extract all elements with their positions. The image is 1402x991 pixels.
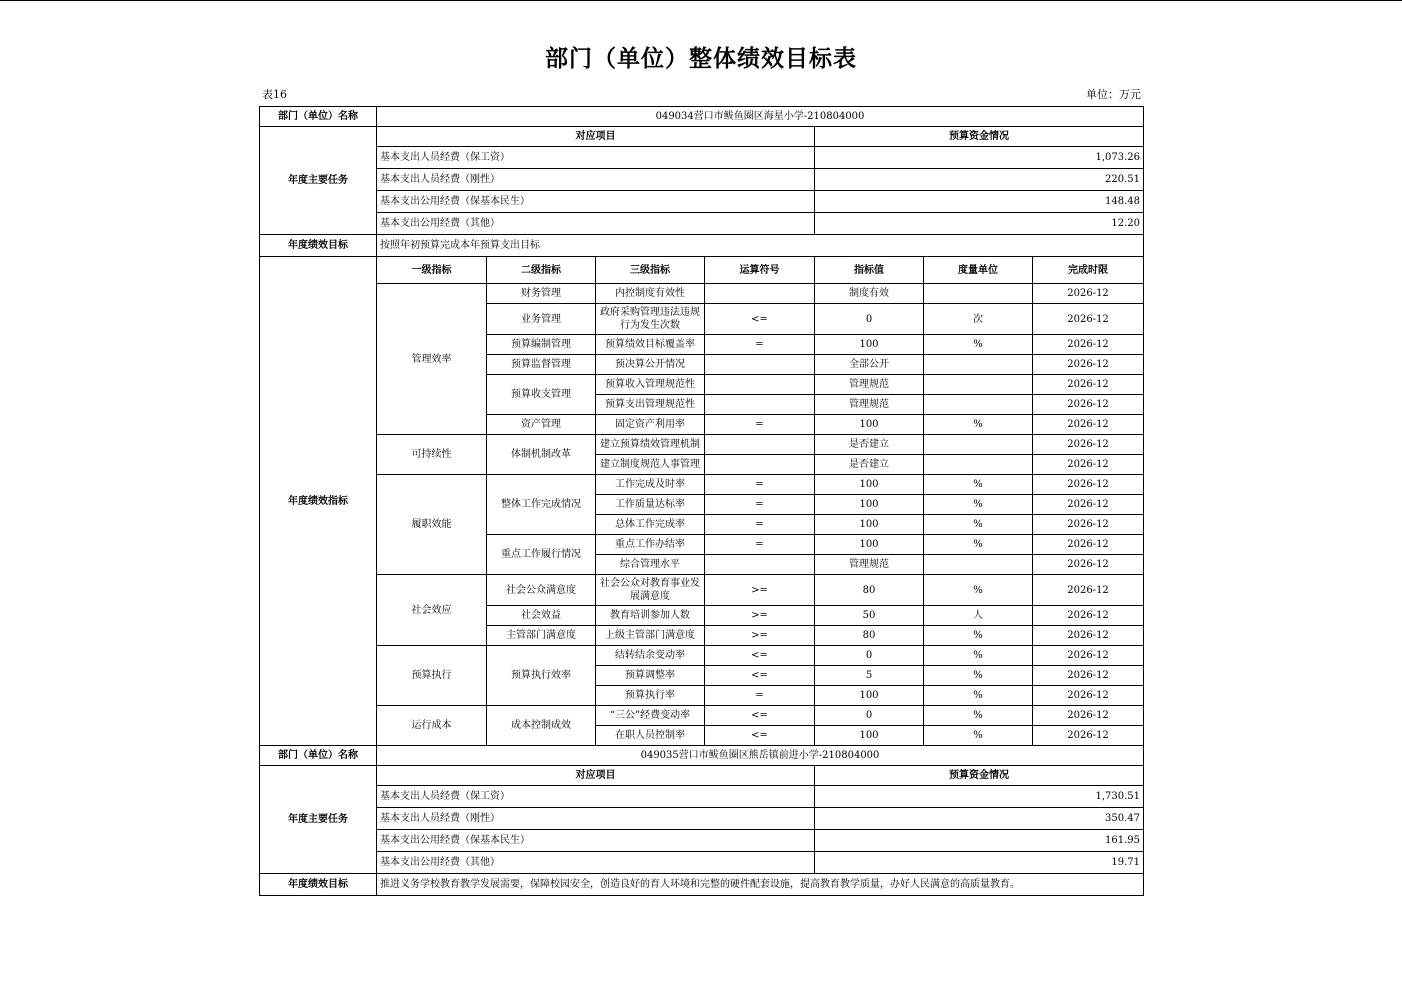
table-row (260, 852, 1144, 874)
main-tasks-label: 年度主要任务 (260, 766, 377, 874)
indicator-value: 0 (815, 304, 924, 335)
deadline: 2026-12 (1033, 626, 1144, 646)
table-row (260, 257, 1144, 284)
table-row (260, 786, 1144, 808)
task-item: 基本支出公用经费（其他） (377, 213, 815, 235)
task-amount: 148.48 (815, 191, 1144, 213)
task-amount: 350.47 (815, 808, 1144, 830)
level3-indicator: 教育培训参加人数 (596, 606, 705, 626)
deadline: 2026-12 (1033, 335, 1144, 355)
task-amount: 19.71 (815, 852, 1144, 874)
indicator-value: 100 (815, 726, 924, 746)
operator: >= (705, 575, 815, 606)
indicator-value: 80 (815, 575, 924, 606)
task-item: 基本支出公用经费（保基本民生） (377, 830, 815, 852)
goal-value: 推进义务学校教育教学发展需要，保障校园安全，创造良好的育人环境和完整的硬件配套设施，提高教育教学质量，办好人民满意的高质量教育。 (377, 874, 1144, 896)
measure-unit: % (924, 626, 1033, 646)
deadline: 2026-12 (1033, 435, 1144, 455)
level3-indicator: 结转结余变动率 (596, 646, 705, 666)
level3-indicator: 社会公众对教育事业发展满意度 (596, 575, 705, 606)
operator: >= (705, 606, 815, 626)
measure-unit (924, 455, 1033, 475)
operator: >= (705, 626, 815, 646)
table-row (260, 706, 1144, 726)
goal-label: 年度绩效目标 (260, 235, 377, 257)
indicator-value: 100 (815, 686, 924, 706)
indicator-value: 100 (815, 415, 924, 435)
level2-indicator: 整体工作完成情况 (487, 475, 596, 535)
operator: = (705, 686, 815, 706)
indicator-value: 0 (815, 706, 924, 726)
measure-unit: % (924, 535, 1033, 555)
dept-name-label: 部门（单位）名称 (260, 746, 377, 766)
task-item: 基本支出公用经费（其他） (377, 852, 815, 874)
indicator-value: 5 (815, 666, 924, 686)
level3-indicator: 在职人员控制率 (596, 726, 705, 746)
level2-indicator: 体制机制改革 (487, 435, 596, 475)
operator: = (705, 335, 815, 355)
task-amount: 161.95 (815, 830, 1144, 852)
deadline: 2026-12 (1033, 726, 1144, 746)
level2-indicator: 重点工作履行情况 (487, 535, 596, 575)
table-row (260, 107, 1144, 127)
deadline: 2026-12 (1033, 304, 1144, 335)
column-header: 三级指标 (596, 257, 705, 284)
deadline: 2026-12 (1033, 606, 1144, 626)
indicator-value: 全部公开 (815, 355, 924, 375)
operator: = (705, 535, 815, 555)
level3-indicator: 预算绩效目标覆盖率 (596, 335, 705, 355)
page-top-border (0, 0, 1402, 1)
level3-indicator: 上级主管部门满意度 (596, 626, 705, 646)
level3-indicator: “三公”经费变动率 (596, 706, 705, 726)
unit-label: 单位：万元 (1086, 88, 1141, 101)
deadline: 2026-12 (1033, 575, 1144, 606)
measure-unit: 次 (924, 304, 1033, 335)
level3-indicator: 建立预算绩效管理机制 (596, 435, 705, 455)
dept-name-value: 049035营口市鲅鱼圈区熊岳镇前进小学-210804000 (377, 746, 1144, 766)
page-title: 部门（单位）整体绩效目标表 (545, 46, 857, 72)
level2-indicator: 资产管理 (487, 415, 596, 435)
measure-unit (924, 555, 1033, 575)
level3-indicator: 预算调整率 (596, 666, 705, 686)
budget-header: 预算资金情况 (815, 127, 1144, 147)
level3-indicator: 总体工作完成率 (596, 515, 705, 535)
deadline: 2026-12 (1033, 706, 1144, 726)
operator (705, 355, 815, 375)
deadline: 2026-12 (1033, 415, 1144, 435)
indicator-value: 100 (815, 475, 924, 495)
level3-indicator: 预算执行率 (596, 686, 705, 706)
measure-unit (924, 435, 1033, 455)
deadline: 2026-12 (1033, 686, 1144, 706)
operator (705, 555, 815, 575)
level3-indicator: 建立制度规范人事管理 (596, 455, 705, 475)
task-item: 基本支出人员经费（刚性） (377, 169, 815, 191)
indicator-value: 管理规范 (815, 375, 924, 395)
operator (705, 455, 815, 475)
task-item: 基本支出公用经费（保基本民生） (377, 191, 815, 213)
task-amount: 1,073.26 (815, 147, 1144, 169)
level3-indicator: 政府采购管理违法违规行为发生次数 (596, 304, 705, 335)
table-row (260, 874, 1144, 896)
project-header: 对应项目 (377, 766, 815, 786)
operator: <= (705, 726, 815, 746)
deadline: 2026-12 (1033, 475, 1144, 495)
main-tasks-label: 年度主要任务 (260, 127, 377, 235)
dept-name-label: 部门（单位）名称 (260, 107, 377, 127)
table-row (260, 284, 1144, 304)
indicator-value: 0 (815, 646, 924, 666)
level3-indicator: 固定资产利用率 (596, 415, 705, 435)
deadline: 2026-12 (1033, 284, 1144, 304)
table-row (260, 435, 1144, 455)
level3-indicator: 重点工作办结率 (596, 535, 705, 555)
table-row (260, 766, 1144, 786)
table-row (260, 808, 1144, 830)
column-header: 指标值 (815, 257, 924, 284)
measure-unit (924, 355, 1033, 375)
dept-name-value: 049034营口市鲅鱼圈区海星小学-210804000 (377, 107, 1144, 127)
deadline: 2026-12 (1033, 646, 1144, 666)
level1-indicator: 可持续性 (377, 435, 487, 475)
indicator-value: 是否建立 (815, 455, 924, 475)
table-row (260, 646, 1144, 666)
level3-indicator: 工作质量达标率 (596, 495, 705, 515)
level3-indicator: 内控制度有效性 (596, 284, 705, 304)
level3-indicator: 工作完成及时率 (596, 475, 705, 495)
task-amount: 220.51 (815, 169, 1144, 191)
table-row (260, 235, 1144, 257)
level2-indicator: 成本控制成效 (487, 706, 596, 746)
measure-unit: % (924, 515, 1033, 535)
table-row (260, 127, 1144, 147)
level1-indicator: 社会效应 (377, 575, 487, 646)
deadline: 2026-12 (1033, 395, 1144, 415)
measure-unit (924, 375, 1033, 395)
level2-indicator: 社会公众满意度 (487, 575, 596, 606)
operator: <= (705, 646, 815, 666)
operator (705, 435, 815, 455)
operator: <= (705, 304, 815, 335)
table-row (260, 169, 1144, 191)
project-header: 对应项目 (377, 127, 815, 147)
task-item: 基本支出人员经费（保工资） (377, 147, 815, 169)
task-item: 基本支出人员经费（保工资） (377, 786, 815, 808)
level2-indicator: 预算编制管理 (487, 335, 596, 355)
deadline: 2026-12 (1033, 535, 1144, 555)
indicator-value: 是否建立 (815, 435, 924, 455)
table-row (260, 191, 1144, 213)
indicator-value: 100 (815, 495, 924, 515)
table-row (260, 575, 1144, 606)
indicator-value: 100 (815, 335, 924, 355)
level2-indicator: 财务管理 (487, 284, 596, 304)
level3-indicator: 预算支出管理规范性 (596, 395, 705, 415)
level3-indicator: 预决算公开情况 (596, 355, 705, 375)
operator: <= (705, 666, 815, 686)
task-item: 基本支出人员经费（刚性） (377, 808, 815, 830)
level2-indicator: 业务管理 (487, 304, 596, 335)
task-amount: 1,730.51 (815, 786, 1144, 808)
level2-indicator: 预算收支管理 (487, 375, 596, 415)
level3-indicator: 综合管理水平 (596, 555, 705, 575)
indicators-label: 年度绩效指标 (260, 257, 377, 746)
level2-indicator: 预算执行效率 (487, 646, 596, 706)
table-row (260, 475, 1144, 495)
measure-unit: % (924, 575, 1033, 606)
column-header: 一级指标 (377, 257, 487, 284)
goal-value: 按照年初预算完成本年预算支出目标 (377, 235, 1144, 257)
indicator-value: 管理规范 (815, 395, 924, 415)
operator: = (705, 475, 815, 495)
indicator-value: 80 (815, 626, 924, 646)
operator (705, 375, 815, 395)
measure-unit (924, 284, 1033, 304)
table-row (260, 147, 1144, 169)
operator: = (705, 495, 815, 515)
deadline: 2026-12 (1033, 375, 1144, 395)
level2-indicator: 主管部门满意度 (487, 626, 596, 646)
level2-indicator: 社会效益 (487, 606, 596, 626)
indicator-value: 100 (815, 535, 924, 555)
deadline: 2026-12 (1033, 666, 1144, 686)
level1-indicator: 管理效率 (377, 284, 487, 435)
level1-indicator: 运行成本 (377, 706, 487, 746)
measure-unit: % (924, 686, 1033, 706)
operator: = (705, 515, 815, 535)
operator: = (705, 415, 815, 435)
level1-indicator: 预算执行 (377, 646, 487, 706)
table-row (260, 213, 1144, 235)
indicator-value: 100 (815, 515, 924, 535)
measure-unit: % (924, 706, 1033, 726)
task-amount: 12.20 (815, 213, 1144, 235)
deadline: 2026-12 (1033, 355, 1144, 375)
operator (705, 395, 815, 415)
indicator-value: 50 (815, 606, 924, 626)
measure-unit: % (924, 726, 1033, 746)
table-row (260, 746, 1144, 766)
level3-indicator: 预算收入管理规范性 (596, 375, 705, 395)
measure-unit: % (924, 495, 1033, 515)
column-header: 二级指标 (487, 257, 596, 284)
deadline: 2026-12 (1033, 555, 1144, 575)
measure-unit: % (924, 335, 1033, 355)
table-number: 表16 (262, 88, 287, 101)
budget-header: 预算资金情况 (815, 766, 1144, 786)
operator: <= (705, 706, 815, 726)
measure-unit: % (924, 646, 1033, 666)
level1-indicator: 履职效能 (377, 475, 487, 575)
deadline: 2026-12 (1033, 495, 1144, 515)
column-header: 运算符号 (705, 257, 815, 284)
measure-unit: % (924, 666, 1033, 686)
performance-table (259, 106, 1144, 896)
column-header: 度量单位 (924, 257, 1033, 284)
measure-unit (924, 395, 1033, 415)
goal-label: 年度绩效目标 (260, 874, 377, 896)
operator (705, 284, 815, 304)
indicator-value: 管理规范 (815, 555, 924, 575)
measure-unit: % (924, 415, 1033, 435)
deadline: 2026-12 (1033, 515, 1144, 535)
level2-indicator: 预算监督管理 (487, 355, 596, 375)
measure-unit: % (924, 475, 1033, 495)
measure-unit: 人 (924, 606, 1033, 626)
deadline: 2026-12 (1033, 455, 1144, 475)
indicator-value: 制度有效 (815, 284, 924, 304)
column-header: 完成时限 (1033, 257, 1144, 284)
table-row (260, 830, 1144, 852)
